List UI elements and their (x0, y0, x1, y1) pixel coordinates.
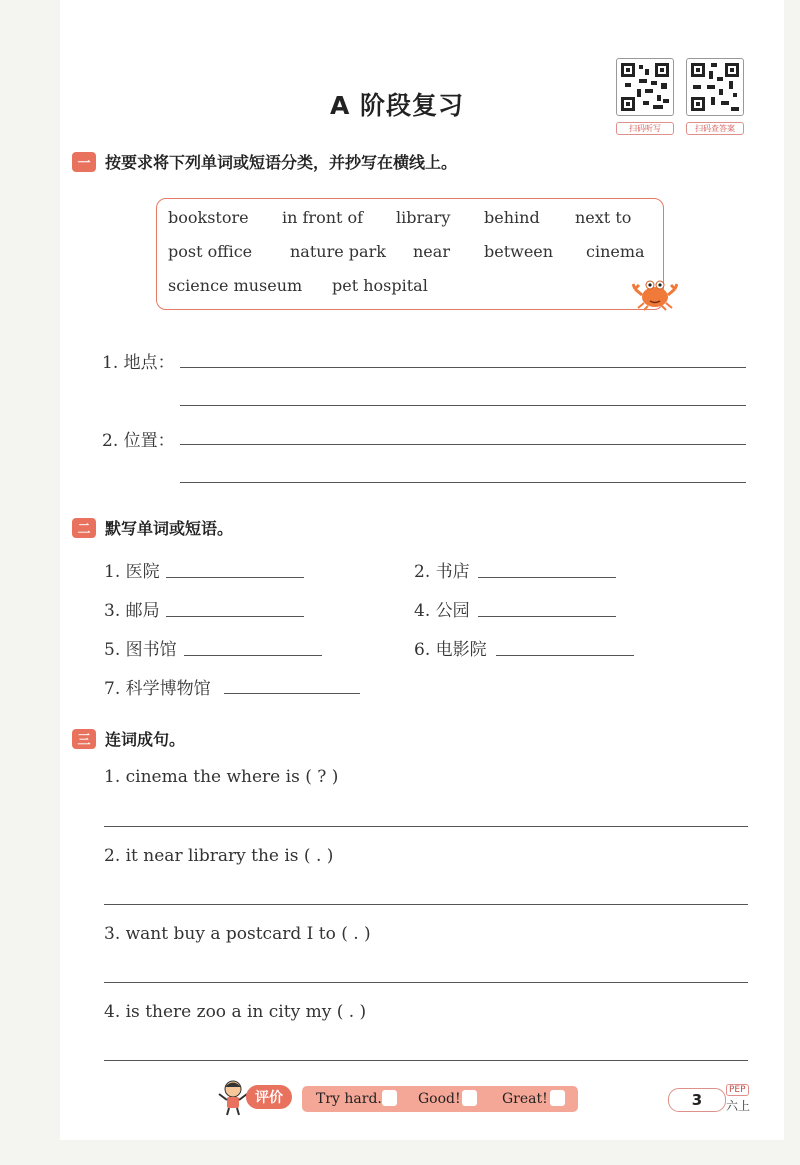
rating-label: Try hard. (316, 1091, 382, 1107)
category-label-positions: 2. 位置： (102, 431, 175, 451)
qr-caption: 扫码听写 (616, 122, 674, 135)
section-3-heading (72, 727, 185, 750)
answer-line[interactable] (180, 444, 746, 445)
word-item: science museum (168, 276, 303, 295)
word-item: pet hospital (332, 276, 428, 295)
answer-line[interactable] (104, 826, 748, 827)
sentence-item: 3. want buy a postcard I to ( . ) (104, 924, 371, 944)
section-instruction: 按要求将下列单词或短语分类，并抄写在横线上。 (105, 153, 458, 172)
dictation-item: 4. 公园 (414, 601, 470, 621)
qr-caption: 扫码查答案 (686, 122, 744, 135)
rating-checkbox-great[interactable] (550, 1090, 565, 1106)
section-instruction: 默写单词或短语。 (105, 519, 234, 538)
sentence-item: 1. cinema the where is ( ? ) (104, 767, 339, 787)
rating-label: Great! (502, 1091, 548, 1107)
word-item: next to (575, 208, 632, 227)
grade-label: 六上 (726, 1099, 751, 1113)
section-instruction: 连词成句。 (105, 730, 186, 749)
page-number: 3 (691, 1091, 703, 1109)
section-number-badge: 二 (72, 518, 96, 538)
page-title: A 阶段复习 (330, 91, 465, 120)
word-item: bookstore (168, 208, 249, 227)
answer-line[interactable] (478, 577, 616, 578)
sentence-item: 2. it near library the is ( . ) (104, 846, 334, 866)
answer-line[interactable] (478, 616, 616, 617)
rating-label: Good! (418, 1091, 461, 1107)
word-item: near (413, 242, 450, 261)
series-badge: PEP (726, 1084, 749, 1096)
qr-code-icon (616, 58, 674, 116)
answer-line[interactable] (104, 1060, 748, 1061)
section-2-heading (72, 516, 233, 539)
dictation-item: 1. 医院 (104, 562, 160, 582)
category-label-places: 1. 地点： (102, 353, 175, 373)
dictation-item: 7. 科学博物馆 (104, 679, 211, 699)
answer-line[interactable] (496, 655, 634, 656)
cartoon-boy-icon (216, 1078, 250, 1116)
dictation-item: 2. 书店 (414, 562, 470, 582)
answer-line[interactable] (166, 577, 304, 578)
page-number-box (668, 1088, 726, 1112)
word-item: library (396, 208, 451, 227)
answer-line[interactable] (166, 616, 304, 617)
rating-checkbox-good[interactable] (462, 1090, 477, 1106)
qr-code-icon (686, 58, 744, 116)
qr-answers[interactable] (686, 58, 744, 135)
answer-line[interactable] (184, 655, 322, 656)
word-item: post office (168, 242, 253, 261)
sentence-item: 4. is there zoo a in city my ( . ) (104, 1002, 367, 1022)
answer-line[interactable] (104, 904, 748, 905)
crab-mascot-icon (632, 275, 678, 311)
word-item: in front of (282, 208, 364, 227)
evaluation-badge: 评价 (246, 1085, 292, 1109)
word-item: nature park (290, 242, 386, 261)
evaluation-bar (302, 1086, 578, 1112)
dictation-item: 6. 电影院 (414, 640, 487, 660)
section-1-heading (72, 150, 457, 173)
word-item: between (484, 242, 554, 261)
answer-line[interactable] (104, 982, 748, 983)
word-item: cinema (586, 242, 645, 261)
word-item: behind (484, 208, 540, 227)
rating-checkbox-try-hard[interactable] (382, 1090, 397, 1106)
section-number-badge: 一 (72, 152, 96, 172)
answer-line[interactable] (224, 693, 360, 694)
section-number-badge: 三 (72, 729, 96, 749)
answer-line[interactable] (180, 482, 746, 483)
qr-dictation[interactable] (616, 58, 674, 135)
dictation-item: 3. 邮局 (104, 601, 160, 621)
answer-line[interactable] (180, 405, 746, 406)
answer-line[interactable] (180, 367, 746, 368)
dictation-item: 5. 图书馆 (104, 640, 177, 660)
